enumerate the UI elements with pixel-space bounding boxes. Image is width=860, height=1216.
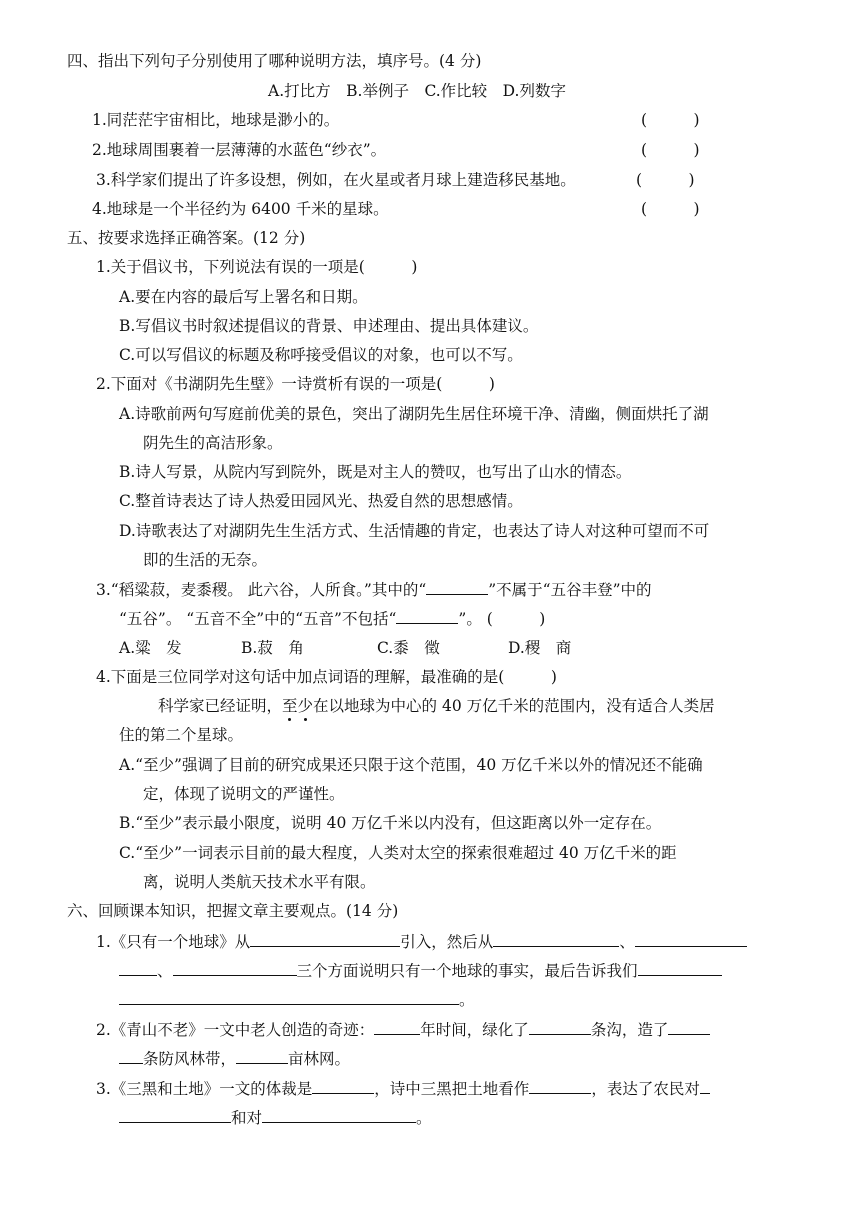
s5-q3-line2-text-b: ”。 ( ): [458, 610, 546, 628]
s5-q4-option-c-line2: 离，说明人类航天技术水平有限。: [143, 873, 376, 891]
s5-q1-option-a: A.要在内容的最后写上署名和日期。: [119, 288, 368, 306]
s6-q1-blank-3-cont[interactable]: [119, 960, 157, 976]
s5-q4-quote-text-a: 科学家已经证明，: [158, 697, 283, 715]
s5-q3-line2: [119, 608, 545, 629]
s4-answer-paren-3[interactable]: ( ): [636, 171, 695, 189]
s6-q1-blank-3[interactable]: [635, 931, 747, 947]
s5-q4-stem: 4.下面是三位同学对这句话中加点词语的理解，最准确的是( ): [96, 668, 557, 686]
s6-q2-blank-4[interactable]: [236, 1048, 288, 1064]
s5-q3-blank-2[interactable]: [396, 608, 458, 624]
s5-q2-option-a-line2: 阴先生的高洁形象。: [143, 434, 283, 452]
s4-item-1: 1.同茫茫宇宙相比，地球是渺小的。: [92, 111, 340, 129]
s6-q3-blank-4[interactable]: [262, 1107, 416, 1123]
s6-q2-text-c: 条沟，造了: [590, 1021, 669, 1039]
section-6-title: 六、回顾课本知识，把握文章主要观点。(14 分): [67, 902, 399, 920]
s6-q2-text-e: 亩林网。: [288, 1050, 351, 1068]
s6-q3-blank-1[interactable]: [312, 1078, 374, 1094]
s5-q3-line2-text-a: “五谷”。 “五音不全”中的“五音”不包括“: [119, 610, 397, 628]
s6-q1-blank-5-cont[interactable]: [119, 989, 459, 1005]
section-4-options: A.打比方 B.举例子 C.作比较 D.列数字: [268, 82, 566, 100]
s6-q1-text-f: 。: [459, 991, 475, 1009]
s4-item-3: 3.科学家们提出了许多设想，例如，在火星或者月球上建造移民基地。: [96, 171, 576, 189]
s5-q2-stem: 2.下面对《书湖阴先生壁》一诗赏析有误的一项是( ): [96, 375, 495, 393]
s6-q1-text-b: 引入，然后从: [400, 933, 494, 951]
s5-q4-dotted-char-2-text: 少: [297, 697, 314, 715]
s5-q3-option-c: C.黍 徵: [377, 639, 440, 657]
s6-q3-text-d: 和对: [231, 1109, 263, 1127]
s6-q1-text-a: 1.《只有一个地球》从: [96, 933, 251, 951]
s6-q1-text-d: 、: [157, 962, 173, 980]
s6-q1-line1: [96, 931, 747, 952]
s5-q4-dotted-char-1-text: 至: [282, 697, 298, 715]
s6-q3-text-e: 。: [416, 1109, 432, 1127]
s5-q1-stem: 1.关于倡议书，下列说法有误的一项是( ): [96, 258, 418, 276]
s6-q2-text-d: 条防风林带，: [143, 1050, 237, 1068]
s6-q2-blank-1[interactable]: [374, 1019, 420, 1035]
emphasis-dot: [288, 718, 291, 721]
s6-q1-text-c: 、: [619, 933, 635, 951]
s5-q3-line1-text-b: ”不属于“五谷丰登”中的: [488, 581, 652, 599]
s4-answer-paren-4[interactable]: ( ): [641, 200, 700, 218]
section-4-title: 四、指出下列句子分别使用了哪种说明方法，填序号。(4 分): [67, 52, 482, 70]
s6-q3-blank-2[interactable]: [529, 1078, 591, 1094]
emphasis-dot: [304, 718, 307, 721]
s6-q3-line1: [96, 1078, 710, 1099]
s5-q4-option-a-line2: 定，体现了说明文的严谨性。: [143, 785, 345, 803]
s5-q4-option-b: B.“至少”表示最小限度，说明 40 万亿千米以内没有，但这距离以外一定存在。: [119, 814, 662, 832]
s5-q2-option-d-line2: 即的生活的无奈。: [143, 551, 268, 569]
s5-q4-quote-line2: 住的第二个星球。: [119, 726, 244, 744]
s6-q2-blank-3[interactable]: [668, 1019, 710, 1035]
s5-q3-option-b: B.菽 角: [241, 639, 304, 657]
s5-q2-option-c: C.整首诗表达了诗人热爱田园风光、热爱自然的思想感情。: [119, 492, 523, 510]
s5-q4-option-c-line1: C.“至少”一词表示目前的最大程度，人类对太空的探索很难超过 40 万亿千米的距: [119, 844, 677, 862]
s6-q3-text-c: ，表达了农民对: [591, 1080, 700, 1098]
s5-q3-blank-1[interactable]: [426, 579, 488, 595]
s6-q2-blank-3-cont[interactable]: [119, 1048, 143, 1064]
s5-q4-quote-line1: [158, 696, 715, 716]
s6-q1-line3: [119, 989, 475, 1010]
s6-q2-text-a: 2.《青山不老》一文中老人创造的奇迹：: [96, 1021, 375, 1039]
s5-q3-line1-text-a: 3.“稻粱菽，麦黍稷。 此六谷，人所食。”其中的“: [96, 581, 427, 599]
s6-q3-line2: [119, 1107, 432, 1128]
section-5-title: 五、按要求选择正确答案。(12 分): [67, 229, 306, 247]
s5-q3-line1: [96, 579, 652, 600]
s5-q3-option-a: A.粱 发: [119, 639, 182, 657]
s4-item-4: 4.地球是一个半径约为 6400 千米的星球。: [92, 200, 389, 218]
s6-q3-text-a: 3.《三黑和土地》一文的体裁是: [96, 1080, 313, 1098]
s5-q2-option-a-line1: A.诗歌前两句写庭前优美的景色，突出了湖阴先生居住环境干净、清幽，侧面烘托了湖: [119, 405, 709, 423]
s5-q3-option-d: D.稷 商: [508, 639, 572, 657]
s6-q1-blank-5[interactable]: [638, 960, 722, 976]
s6-q1-blank-1[interactable]: [250, 931, 400, 947]
s6-q3-blank-3[interactable]: [700, 1078, 710, 1094]
s5-q4-quote-text-d: 在以地球为中心的 40 万亿千米的范围内，没有适合人类居: [313, 697, 715, 715]
s5-q4-dotted-char-1: [282, 697, 298, 715]
s6-q2-line2: [119, 1048, 350, 1069]
s4-item-2: 2.地球周围裹着一层薄薄的水蓝色“纱衣”。: [92, 141, 387, 159]
s6-q2-blank-2[interactable]: [529, 1019, 591, 1035]
s5-q2-option-d-line1: D.诗歌表达了对湖阴先生生活方式、生活情趣的肯定，也表达了诗人对这种可望而不可: [119, 522, 710, 540]
s4-answer-paren-2[interactable]: ( ): [641, 141, 700, 159]
s5-q4-option-a-line1: A.“至少”强调了目前的研究成果还只限于这个范围，40 万亿千米以外的情况还不能确: [119, 756, 703, 774]
s5-q1-option-c: C.可以写倡议的标题及称呼接受倡议的对象，也可以不写。: [119, 346, 523, 364]
s5-q1-option-b: B.写倡议书时叙述提倡议的背景、申述理由、提出具体建议。: [119, 317, 539, 335]
s5-q2-option-b: B.诗人写景，从院内写到院外，既是对主人的赞叹，也写出了山水的情态。: [119, 463, 632, 481]
s6-q1-line2: [119, 960, 722, 981]
s6-q1-blank-4[interactable]: [173, 960, 297, 976]
s6-q3-text-b: ，诗中三黑把土地看作: [374, 1080, 530, 1098]
s6-q2-text-b: 年时间，绿化了: [420, 1021, 529, 1039]
s6-q3-blank-3-cont[interactable]: [119, 1107, 231, 1123]
s6-q1-blank-2[interactable]: [493, 931, 619, 947]
s6-q1-text-e: 三个方面说明只有一个地球的事实，最后告诉我们: [296, 962, 638, 980]
s4-answer-paren-1[interactable]: ( ): [641, 111, 700, 129]
s6-q2-line1: [96, 1019, 710, 1040]
s5-q4-dotted-char-2: [298, 697, 314, 715]
